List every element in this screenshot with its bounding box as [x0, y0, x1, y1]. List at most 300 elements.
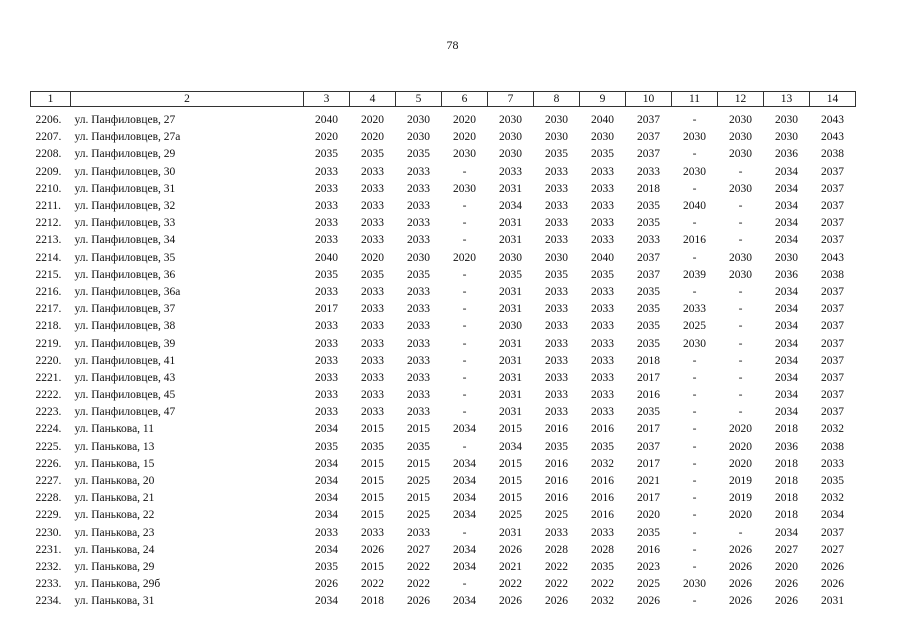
year-cell: 2035 [591, 560, 614, 573]
column-header: 5 [396, 92, 442, 107]
year-cell: 2030 [407, 131, 430, 144]
address-cell: ул. Панфиловцев, 33 [74, 217, 176, 230]
year-cell: 2043 [821, 131, 844, 144]
year-cell: - [738, 285, 743, 298]
year-cell: 2033 [545, 182, 568, 195]
year-cell: 2037 [821, 217, 844, 230]
column-header: 11 [672, 92, 718, 107]
year-cell: 2027 [821, 543, 844, 556]
year-cell: 2025 [637, 578, 660, 591]
year-cell: 2033 [499, 165, 522, 178]
year-cell: 2037 [637, 251, 660, 264]
year-cell: 2026 [729, 578, 752, 591]
year-cell: 2030 [407, 251, 430, 264]
year-cell: - [462, 371, 467, 384]
year-cell: 2030 [729, 148, 752, 161]
table-row [31, 559, 856, 576]
row-number: 2209. [35, 165, 62, 178]
year-cell: 2031 [499, 182, 522, 195]
year-cell: - [692, 423, 697, 436]
year-cell: 2033 [591, 217, 614, 230]
year-cell: 2025 [407, 475, 430, 488]
year-cell: 2033 [407, 526, 430, 539]
year-cell: 2033 [591, 165, 614, 178]
year-cell: 2026 [361, 543, 384, 556]
year-cell: 2033 [407, 285, 430, 298]
year-cell: 2035 [315, 148, 338, 161]
column-header: 7 [488, 92, 534, 107]
year-cell: 2033 [315, 285, 338, 298]
year-cell: 2037 [821, 303, 844, 316]
year-cell: 2030 [407, 114, 430, 127]
year-cell: 2020 [729, 509, 752, 522]
address-cell: ул. Панькова, 15 [74, 457, 155, 470]
data-table [30, 91, 856, 610]
year-cell: 2037 [821, 165, 844, 178]
table-row [31, 146, 856, 163]
year-cell: 2020 [453, 114, 476, 127]
year-cell: 2033 [407, 354, 430, 367]
year-cell: 2034 [775, 526, 798, 539]
year-cell: 2033 [315, 320, 338, 333]
year-cell: 2034 [315, 543, 338, 556]
year-cell: - [738, 320, 743, 333]
year-cell: 2033 [407, 303, 430, 316]
year-cell: 2033 [361, 217, 384, 230]
year-cell: 2034 [775, 217, 798, 230]
year-cell: 2022 [361, 578, 384, 591]
table-row [31, 370, 856, 387]
year-cell: 2033 [407, 182, 430, 195]
year-cell: 2033 [361, 182, 384, 195]
year-cell: 2035 [545, 148, 568, 161]
year-cell: 2025 [499, 509, 522, 522]
year-cell: 2033 [361, 200, 384, 213]
year-cell: 2030 [499, 320, 522, 333]
year-cell: 2033 [361, 285, 384, 298]
table-row [31, 129, 856, 146]
year-cell: - [692, 217, 697, 230]
year-cell: 2015 [361, 492, 384, 505]
year-cell: 2026 [499, 595, 522, 608]
year-cell: 2034 [453, 509, 476, 522]
year-cell: 2031 [499, 526, 522, 539]
year-cell: 2033 [545, 165, 568, 178]
year-cell: - [738, 165, 743, 178]
year-cell: - [738, 217, 743, 230]
year-cell: 2022 [407, 578, 430, 591]
year-cell: 2032 [821, 492, 844, 505]
year-cell: - [692, 440, 697, 453]
row-number: 2218. [35, 320, 62, 333]
year-cell: 2040 [591, 114, 614, 127]
table-row [31, 404, 856, 421]
year-cell: 2033 [545, 234, 568, 247]
year-cell: 2016 [545, 423, 568, 436]
year-cell: 2033 [545, 337, 568, 350]
year-cell: 2035 [361, 268, 384, 281]
year-cell: 2035 [637, 200, 660, 213]
address-cell: ул. Панфиловцев, 45 [74, 389, 176, 402]
year-cell: 2037 [821, 320, 844, 333]
year-cell: - [692, 406, 697, 419]
address-cell: ул. Панфиловцев, 27 [74, 114, 176, 127]
year-cell: 2034 [453, 457, 476, 470]
year-cell: 2017 [315, 303, 338, 316]
year-cell: - [462, 337, 467, 350]
year-cell: 2027 [775, 543, 798, 556]
year-cell: 2020 [729, 440, 752, 453]
year-cell: - [692, 457, 697, 470]
year-cell: 2035 [407, 268, 430, 281]
row-number: 2206. [35, 114, 62, 127]
year-cell: 2025 [545, 509, 568, 522]
row-number: 2214. [35, 251, 62, 264]
row-number: 2233. [35, 578, 62, 591]
year-cell: 2037 [821, 371, 844, 384]
year-cell: 2035 [407, 148, 430, 161]
address-cell: ул. Панькова, 11 [74, 423, 155, 436]
year-cell: 2020 [361, 251, 384, 264]
year-cell: 2033 [407, 320, 430, 333]
year-cell: 2034 [821, 509, 844, 522]
year-cell: 2035 [637, 406, 660, 419]
table-row [31, 318, 856, 335]
year-cell: 2015 [407, 457, 430, 470]
address-cell: ул. Панфиловцев, 37 [74, 303, 176, 316]
table-row [31, 456, 856, 473]
year-cell: 2033 [591, 526, 614, 539]
year-cell: 2033 [545, 526, 568, 539]
year-cell: 2030 [729, 114, 752, 127]
year-cell: 2015 [407, 492, 430, 505]
year-cell: 2016 [637, 543, 660, 556]
address-cell: ул. Панькова, 23 [74, 526, 155, 539]
year-cell: 2033 [407, 165, 430, 178]
year-cell: 2039 [683, 268, 706, 281]
year-cell: 2020 [361, 131, 384, 144]
year-cell: 2033 [315, 389, 338, 402]
address-cell: ул. Панфиловцев, 31 [74, 182, 176, 195]
year-cell: 2035 [637, 337, 660, 350]
year-cell: 2034 [453, 560, 476, 573]
table-row [31, 507, 856, 524]
year-cell: 2037 [821, 200, 844, 213]
year-cell: 2030 [499, 148, 522, 161]
year-cell: 2033 [545, 354, 568, 367]
year-cell: 2033 [591, 285, 614, 298]
year-cell: - [462, 354, 467, 367]
year-cell: 2022 [545, 578, 568, 591]
year-cell: 2033 [545, 406, 568, 419]
year-cell: 2033 [545, 389, 568, 402]
year-cell: 2034 [315, 492, 338, 505]
year-cell: 2035 [637, 526, 660, 539]
year-cell: 2035 [361, 148, 384, 161]
year-cell: 2034 [453, 595, 476, 608]
year-cell: 2026 [407, 595, 430, 608]
column-header: 8 [534, 92, 580, 107]
year-cell: - [738, 406, 743, 419]
address-cell: ул. Панькова, 20 [74, 475, 155, 488]
year-cell: 2035 [499, 268, 522, 281]
year-cell: 2026 [729, 543, 752, 556]
table-row [31, 232, 856, 249]
year-cell: 2033 [407, 234, 430, 247]
year-cell: 2020 [361, 114, 384, 127]
year-cell: 2033 [821, 457, 844, 470]
year-cell: - [462, 200, 467, 213]
year-cell: 2035 [407, 440, 430, 453]
year-cell: 2035 [591, 148, 614, 161]
year-cell: 2033 [315, 406, 338, 419]
year-cell: 2033 [315, 182, 338, 195]
year-cell: 2022 [407, 560, 430, 573]
address-cell: ул. Панфиловцев, 29 [74, 148, 176, 161]
row-number: 2225. [35, 440, 62, 453]
year-cell: - [692, 114, 697, 127]
year-cell: 2035 [637, 320, 660, 333]
year-cell: - [462, 440, 467, 453]
row-number: 2224. [35, 423, 62, 436]
year-cell: - [738, 200, 743, 213]
table-row [31, 576, 856, 593]
table-row [31, 335, 856, 352]
year-cell: 2034 [315, 457, 338, 470]
year-cell: - [738, 303, 743, 316]
row-number: 2229. [35, 509, 62, 522]
year-cell: 2030 [683, 131, 706, 144]
year-cell: 2030 [729, 251, 752, 264]
year-cell: 2037 [821, 234, 844, 247]
year-cell: 2018 [775, 492, 798, 505]
year-cell: - [692, 526, 697, 539]
table-row [31, 284, 856, 301]
row-number: 2216. [35, 285, 62, 298]
year-cell: 2020 [729, 457, 752, 470]
year-cell: 2019 [729, 475, 752, 488]
table-row [31, 593, 856, 610]
year-cell: 2032 [821, 423, 844, 436]
year-cell: - [462, 526, 467, 539]
address-cell: ул. Панькова, 24 [74, 543, 155, 556]
year-cell: - [462, 165, 467, 178]
year-cell: - [692, 182, 697, 195]
year-cell: 2033 [315, 526, 338, 539]
address-cell: ул. Панькова, 22 [74, 509, 155, 522]
year-cell: 2015 [499, 475, 522, 488]
year-cell: 2017 [637, 371, 660, 384]
year-cell: 2040 [315, 114, 338, 127]
year-cell: 2015 [361, 560, 384, 573]
year-cell: 2033 [591, 182, 614, 195]
year-cell: 2040 [315, 251, 338, 264]
year-cell: 2033 [361, 320, 384, 333]
year-cell: 2033 [361, 371, 384, 384]
column-header: 6 [442, 92, 488, 107]
year-cell: 2034 [499, 200, 522, 213]
year-cell: 2026 [821, 578, 844, 591]
year-cell: 2034 [775, 389, 798, 402]
row-number: 2212. [35, 217, 62, 230]
year-cell: 2030 [683, 578, 706, 591]
year-cell: 2033 [361, 337, 384, 350]
year-cell: 2030 [453, 182, 476, 195]
table-row [31, 387, 856, 404]
year-cell: 2031 [821, 595, 844, 608]
year-cell: 2030 [453, 148, 476, 161]
year-cell: 2030 [729, 182, 752, 195]
year-cell: 2030 [545, 251, 568, 264]
year-cell: 2033 [315, 200, 338, 213]
table-row [31, 112, 856, 129]
column-header: 3 [304, 92, 350, 107]
year-cell: 2043 [821, 114, 844, 127]
address-cell: ул. Панфиловцев, 34 [74, 234, 176, 247]
year-cell: 2036 [775, 440, 798, 453]
year-cell: 2034 [315, 475, 338, 488]
year-cell: 2020 [453, 251, 476, 264]
year-cell: 2033 [315, 217, 338, 230]
row-number: 2223. [35, 406, 62, 419]
table-row [31, 181, 856, 198]
year-cell: 2043 [821, 251, 844, 264]
year-cell: 2015 [361, 457, 384, 470]
address-cell: ул. Панфиловцев, 39 [74, 337, 176, 350]
year-cell: 2016 [545, 492, 568, 505]
year-cell: - [692, 251, 697, 264]
year-cell: - [462, 268, 467, 281]
year-cell: 2015 [499, 423, 522, 436]
year-cell: 2033 [315, 354, 338, 367]
year-cell: - [738, 354, 743, 367]
year-cell: - [692, 475, 697, 488]
year-cell: 2026 [729, 595, 752, 608]
year-cell: 2020 [315, 131, 338, 144]
year-cell: - [692, 595, 697, 608]
year-cell: 2033 [407, 389, 430, 402]
year-cell: 2017 [637, 423, 660, 436]
year-cell: 2016 [591, 475, 614, 488]
table-row [31, 473, 856, 490]
year-cell: 2034 [315, 509, 338, 522]
year-cell: 2033 [361, 526, 384, 539]
table-row [31, 267, 856, 284]
row-number: 2231. [35, 543, 62, 556]
column-header: 10 [626, 92, 672, 107]
year-cell: 2018 [637, 354, 660, 367]
year-cell: 2037 [821, 337, 844, 350]
year-cell: 2018 [361, 595, 384, 608]
address-cell: ул. Панькова, 29 [74, 560, 155, 573]
year-cell: 2033 [591, 320, 614, 333]
address-cell: ул. Панфиловцев, 41 [74, 354, 176, 367]
year-cell: 2036 [775, 148, 798, 161]
year-cell: 2015 [361, 475, 384, 488]
year-cell: 2034 [499, 440, 522, 453]
table-body [31, 107, 856, 611]
year-cell: - [692, 560, 697, 573]
year-cell: 2033 [591, 234, 614, 247]
year-cell: - [462, 406, 467, 419]
year-cell: - [692, 285, 697, 298]
year-cell: - [692, 354, 697, 367]
year-cell: 2031 [499, 217, 522, 230]
table-row [31, 542, 856, 559]
year-cell: 2033 [591, 389, 614, 402]
year-cell: 2035 [591, 268, 614, 281]
table-row [31, 353, 856, 370]
year-cell: 2033 [407, 337, 430, 350]
year-cell: 2034 [775, 406, 798, 419]
year-cell: 2022 [591, 578, 614, 591]
year-cell: 2030 [683, 337, 706, 350]
column-header: 1 [31, 92, 71, 107]
year-cell: 2016 [683, 234, 706, 247]
year-cell: 2035 [315, 560, 338, 573]
row-number: 2226. [35, 457, 62, 470]
row-number: 2211. [35, 200, 61, 213]
year-cell: 2033 [361, 303, 384, 316]
row-number: 2227. [35, 475, 62, 488]
year-cell: 2033 [637, 165, 660, 178]
year-cell: 2035 [315, 440, 338, 453]
page-number: 78 [446, 38, 459, 52]
year-cell: 2037 [821, 406, 844, 419]
year-cell: 2021 [637, 475, 660, 488]
year-cell: 2037 [821, 389, 844, 402]
year-cell: 2016 [545, 457, 568, 470]
year-cell: 2037 [821, 285, 844, 298]
year-cell: 2021 [499, 560, 522, 573]
year-cell: 2018 [637, 182, 660, 195]
address-cell: ул. Панькова, 31 [74, 595, 155, 608]
year-cell: 2031 [499, 234, 522, 247]
year-cell: - [692, 509, 697, 522]
year-cell: 2028 [545, 543, 568, 556]
year-cell: 2031 [499, 303, 522, 316]
year-cell: 2026 [499, 543, 522, 556]
row-number: 2221. [35, 371, 62, 384]
year-cell: 2031 [499, 285, 522, 298]
year-cell: 2016 [637, 389, 660, 402]
year-cell: 2033 [361, 354, 384, 367]
row-number: 2215. [35, 268, 62, 281]
year-cell: 2035 [637, 285, 660, 298]
year-cell: 2040 [591, 251, 614, 264]
year-cell: 2038 [821, 148, 844, 161]
year-cell: - [692, 543, 697, 556]
row-number: 2222. [35, 389, 62, 402]
year-cell: 2016 [545, 475, 568, 488]
year-cell: 2037 [637, 131, 660, 144]
year-cell: 2019 [729, 492, 752, 505]
year-cell: - [462, 389, 467, 402]
year-cell: 2023 [637, 560, 660, 573]
year-cell: 2033 [315, 371, 338, 384]
year-cell: 2038 [821, 268, 844, 281]
year-cell: 2034 [453, 475, 476, 488]
year-cell: 2017 [637, 492, 660, 505]
year-cell: 2034 [453, 543, 476, 556]
year-cell: 2033 [545, 371, 568, 384]
column-header: 14 [810, 92, 856, 107]
address-cell: ул. Панфиловцев, 30 [74, 165, 176, 178]
year-cell: 2035 [821, 475, 844, 488]
year-cell: - [462, 578, 467, 591]
year-cell: 2030 [499, 251, 522, 264]
year-cell: 2033 [637, 234, 660, 247]
